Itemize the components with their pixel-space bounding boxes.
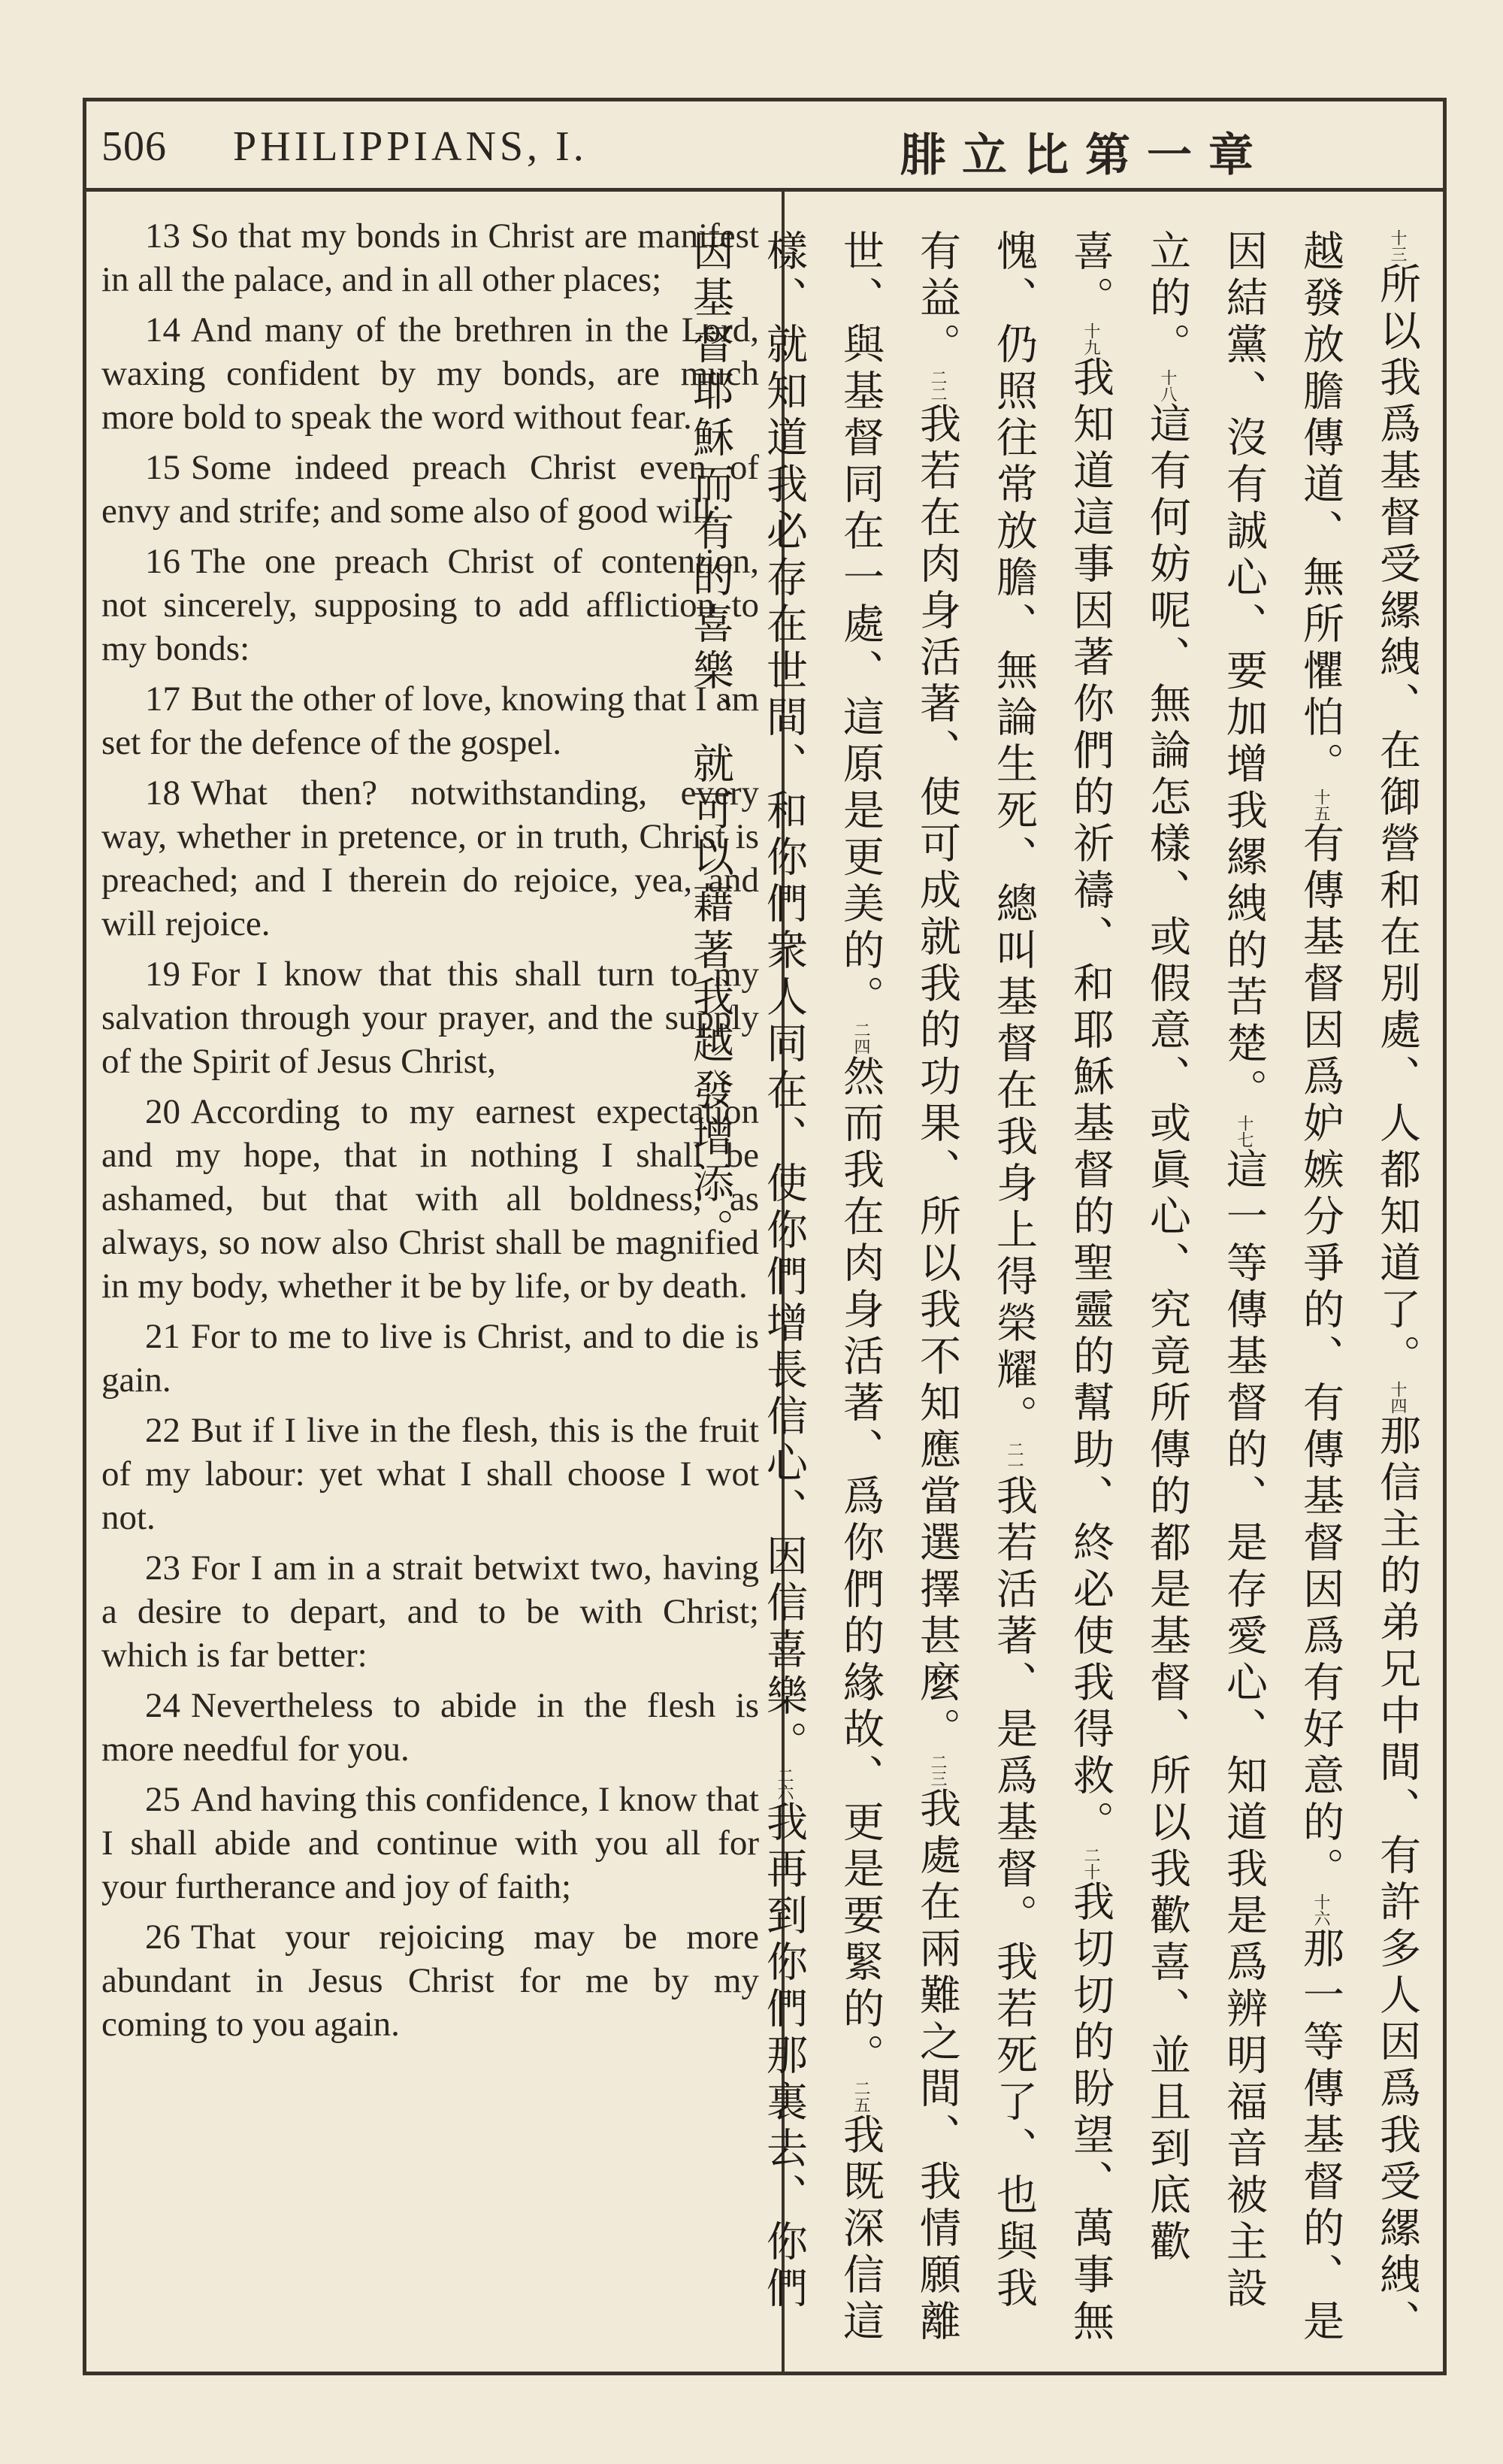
verse-number: 十八 [1158, 369, 1177, 402]
chinese-verse-text: 我若在肉身活著、使可成就我的功果、所以我不知應當選擇甚麼。 [913, 402, 961, 1754]
chinese-verse-text: 我切切的盼望、萬事無愧、仍照往常放膽、無論生死、總叫基督在我身上得榮耀。 [990, 229, 1114, 2346]
verse-number: 20 [145, 1092, 180, 1131]
verse-number: 16 [145, 542, 180, 581]
verse [101, 1778, 759, 1909]
verse [101, 446, 759, 533]
verse-number: 二五 [851, 2080, 870, 2113]
chinese-verse-text: 我處在兩難之間、我情願離世、與基督同在一處、這原是更美的。 [836, 229, 961, 2346]
chinese-verse-text: 我既深信這樣、就知道我必存在世間、和你們衆人同在、使你們增長信心、因信喜樂。 [760, 229, 885, 2346]
verse-text: What then? notwithstanding, every way, whether in pretence, or in truth, Christ is preached; and I therein do rejoice, yea, and will rejoice. [101, 773, 759, 943]
verse [101, 1090, 759, 1308]
verse-number: 二十 [1081, 1847, 1100, 1880]
verse [101, 1546, 759, 1677]
verse-text: But the other of love, knowing that I am set for the defence of the gospel. [101, 680, 759, 762]
chinese-verse-text: 這一等傳基督的、是存愛心、知道我是爲辨明福音被主設立的。 [1143, 229, 1268, 2313]
verse-text: That your rejoicing may be more abundant in Jesus Christ for me by my coming to you again. [101, 1918, 759, 2044]
page-number: 506 [101, 123, 167, 170]
verse [101, 952, 759, 1083]
verse [101, 540, 759, 670]
verse-text: And having this confidence, I know that I shall abide and continue with you all for your furtherance and joy of faith; [101, 1780, 759, 1906]
verse-number: 13 [145, 216, 180, 256]
verse [101, 771, 759, 946]
verse-number: 十四 [1388, 1381, 1407, 1414]
verse-text: And many of the brethren in the Lord, waxing confident by my bonds, are much more bold to speak the word without fear. [101, 310, 759, 437]
verse-number: 23 [145, 1548, 180, 1588]
verse-text: For I am in a strait betwixt two, having a desire to depart, and to be with Christ; which is far better: [101, 1548, 759, 1675]
verse-number: 18 [145, 773, 180, 813]
verse [101, 1684, 759, 1771]
verse-number: 十七 [1235, 1115, 1254, 1148]
verse-number: 二三 [928, 1754, 947, 1787]
verse-number: 十三 [1388, 229, 1407, 262]
verse-number: 二二 [928, 369, 947, 402]
english-text-column [101, 214, 759, 2053]
chinese-verse-text: 那一等傳基督的、是因結黨、沒有誠心、要加增我縲絏的苦楚。 [1220, 229, 1344, 2346]
chinese-chapter-title: 腓立比第一章 [900, 129, 1270, 182]
chinese-verse-text: 然而我在肉身活著、爲你們的緣故、更是要緊的。 [836, 1055, 885, 2080]
verse-number: 15 [145, 448, 180, 487]
verse-text: For to me to live is Christ, and to die is gain. [101, 1317, 759, 1400]
chinese-verse-text: 所以我爲基督受縲絏、在御營和在別處、人都知道了。 [1373, 262, 1421, 1381]
chinese-paragraph [675, 229, 1435, 2357]
verse-number: 22 [145, 1411, 180, 1450]
verse [101, 677, 759, 764]
chinese-verse-text: 我若活著、是爲基督。我若死了、也與我有益。 [913, 229, 1038, 2313]
verse-number: 十九 [1081, 322, 1100, 356]
verse-number: 二一 [1005, 1441, 1024, 1474]
verse-text: The one preach Christ of contention, not sincerely, supposing to add affliction to my bonds: [101, 542, 759, 668]
verse [101, 1409, 759, 1539]
verse [101, 1315, 759, 1402]
verse-number: 26 [145, 1918, 180, 1957]
verse [101, 308, 759, 439]
running-title: PHILIPPIANS, I. [233, 123, 588, 170]
verse-text: Some indeed preach Christ even of envy and strife; and some also of good will: [101, 448, 759, 531]
chinese-verse-text: 這有何妨呢、無論怎樣、或假意、或眞心、究竟所傳的都是基督、所以我歡喜、並且到底歡喜。 [1066, 229, 1191, 2266]
verse-text: Nevertheless to abide in the flesh is more needful for you. [101, 1686, 759, 1769]
page-header [86, 101, 1443, 192]
chinese-verse-text: 我知道這事因著你們的祈禱、和耶穌基督的聖靈的幫助、終必使我得救。 [1066, 356, 1114, 1847]
verse-text: For I know that this shall turn to my salvation through your prayer, and the supply of the Spirit of Jesus Christ, [101, 955, 759, 1081]
verse-number: 25 [145, 1780, 180, 1819]
verse [101, 214, 759, 301]
verse-number: 十六 [1311, 1893, 1330, 1927]
verse-number: 二六 [775, 1767, 794, 1800]
verse [101, 1915, 759, 2046]
verse-number: 21 [145, 1317, 180, 1356]
verse-text: But if I live in the flesh, this is the fruit of my labour: yet what I shall choose I wot not. [101, 1411, 759, 1537]
verse-text: So that my bonds in Christ are manifest in all the palace, and in all other places; [101, 216, 759, 299]
chinese-verse-text: 有傳基督因爲妒嫉分爭的、有傳基督因爲有好意的。 [1296, 822, 1344, 1893]
verse-number: 24 [145, 1686, 180, 1725]
chinese-verse-text: 那信主的弟兄中間、有許多人因爲我受縲絏、越發放膽傳道、無所懼怕。 [1296, 229, 1421, 2346]
chinese-verse-text: 我再到你們那裏去、你們因基督耶穌而有的喜樂、就可以藉著我越發增添。 [686, 229, 808, 2313]
verse-number: 二四 [851, 1022, 870, 1055]
verse-number: 十五 [1311, 789, 1330, 822]
verse-number: 17 [145, 680, 180, 719]
chinese-text-column [686, 229, 1435, 2357]
verse-number: 19 [145, 955, 180, 994]
verse-number: 14 [145, 310, 180, 350]
bible-page [83, 98, 1447, 2375]
verse-text: According to my earnest expectation and my hope, that in nothing I shall be ashamed, but that with all boldness, as always, so now also Christ shall be magnified in my body, whether it be by life, or by death. [101, 1092, 759, 1306]
